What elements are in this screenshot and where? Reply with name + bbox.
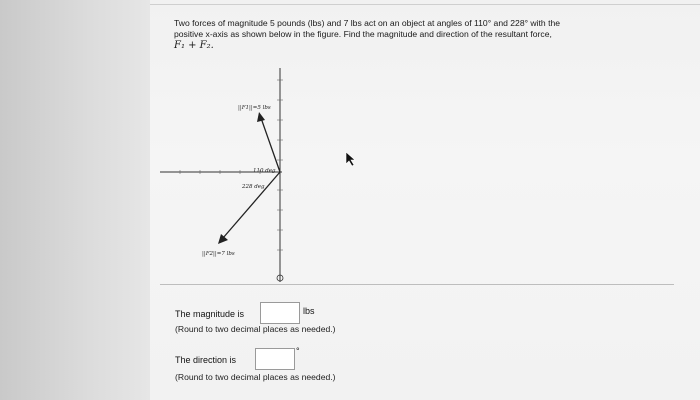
question-resultant: F₁ + F₂.: [174, 40, 214, 51]
f1-vector: [261, 118, 280, 172]
f2-vector: [223, 172, 280, 238]
direction-hint: (Round to two decimal places as needed.): [175, 372, 336, 382]
question-text: [174, 18, 674, 51]
question-line-2: positive x-axis as shown below in the figure. Find the magnitude and direction of the resultant force,: [174, 29, 552, 39]
f2-angle-label: 228 deg: [242, 184, 265, 190]
question-line-1: Two forces of magnitude 5 pounds (lbs) and 7 lbs act on an object at angles of 110° and 228° with the: [174, 18, 561, 28]
direction-units: °: [296, 346, 300, 356]
force-diagram: [160, 60, 380, 290]
f2-magnitude-label: ||F2||=7 lbs: [202, 251, 235, 257]
f2-arrowhead: [218, 234, 228, 244]
mouse-cursor-icon: [345, 151, 357, 167]
top-divider: [150, 4, 700, 5]
f1-angle-label: 110 deg: [253, 168, 276, 174]
magnitude-label: The magnitude is: [175, 309, 245, 319]
magnitude-input[interactable]: [260, 302, 300, 324]
direction-label: The direction is: [175, 355, 237, 365]
magnitude-units: lbs: [303, 306, 315, 316]
f1-magnitude-label: ||F1||=5 lbs: [238, 105, 271, 111]
f1-arrowhead: [257, 112, 265, 122]
magnitude-hint: (Round to two decimal places as needed.): [175, 324, 336, 334]
left-sidebar: [0, 0, 150, 400]
direction-input[interactable]: [255, 348, 295, 370]
answer-divider: [160, 284, 674, 285]
